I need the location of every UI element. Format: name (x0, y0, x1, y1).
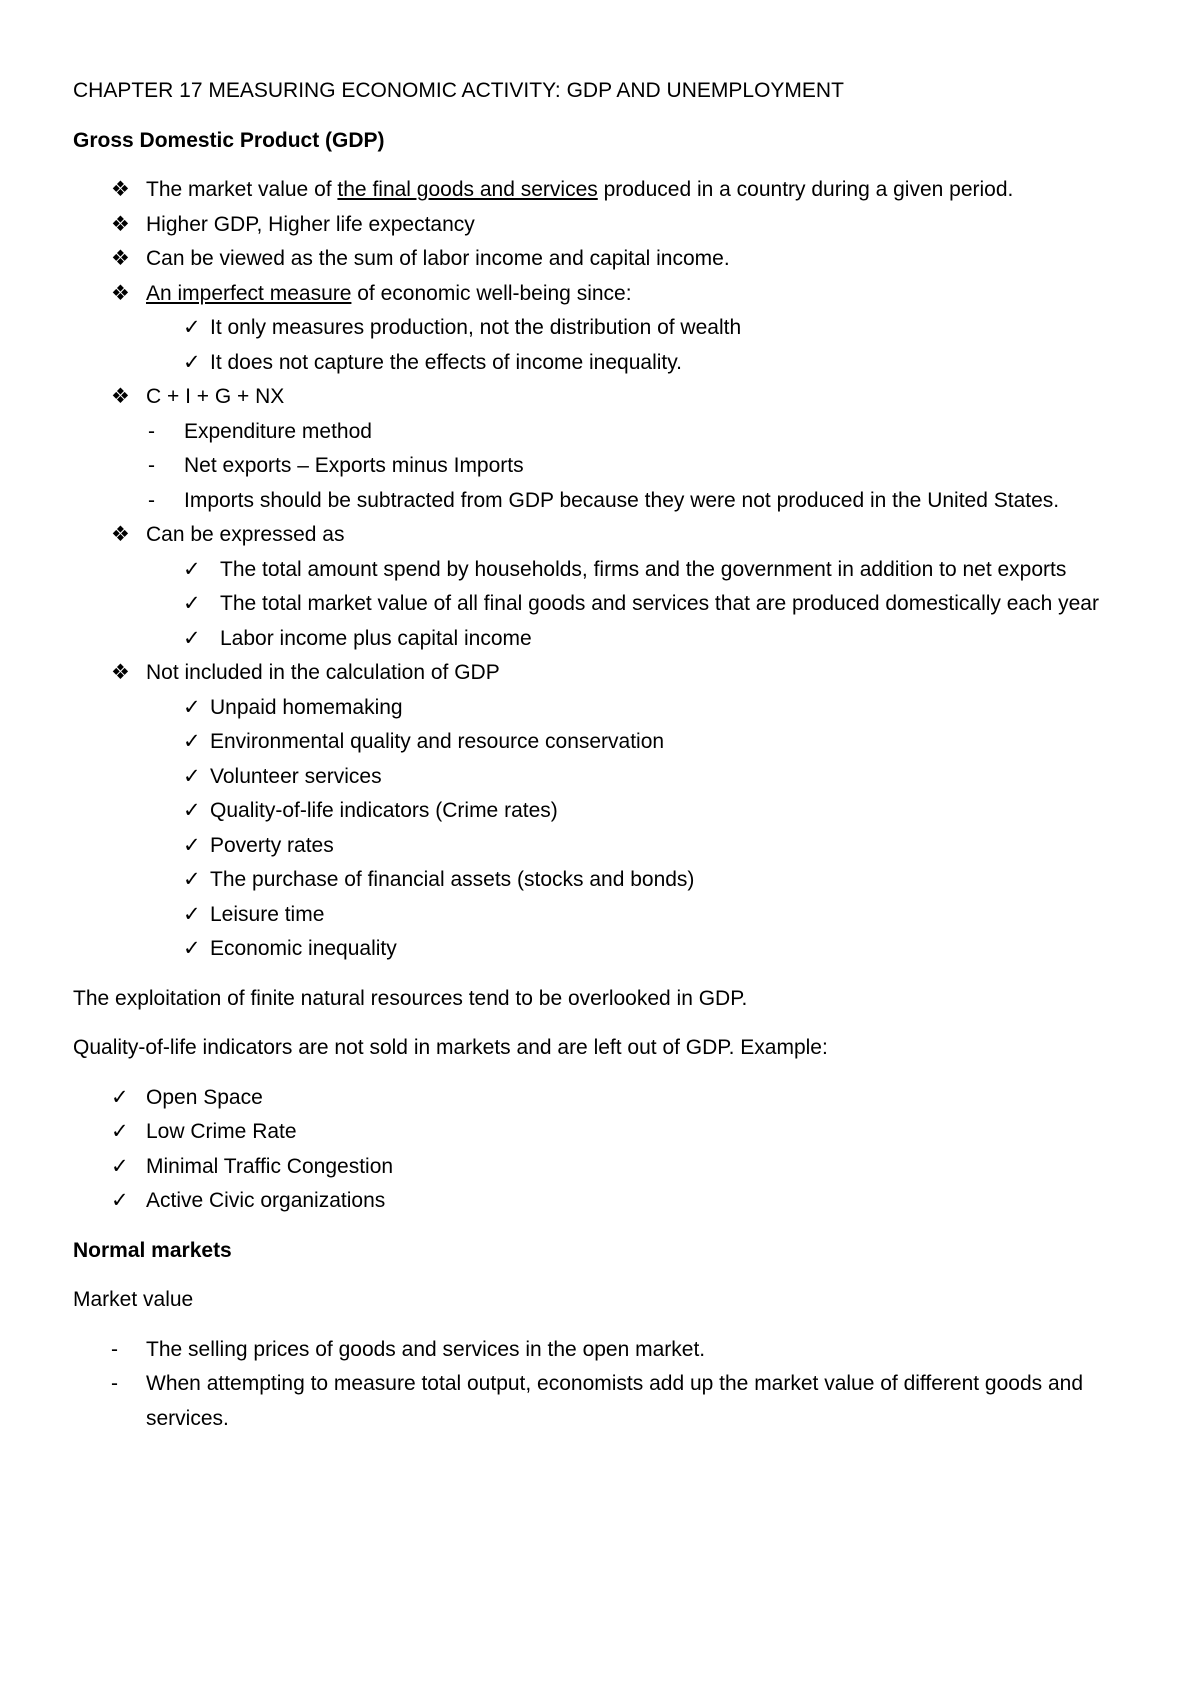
bullet-text: of economic well-being since: (351, 281, 632, 305)
bullet-text: produced in a country during a given period. (597, 178, 1014, 201)
bullet-item (73, 208, 1140, 243)
checkmark-icon: ✓ (183, 868, 201, 891)
check-item (73, 1150, 1140, 1185)
check-item (73, 311, 1140, 346)
dash-item (73, 1367, 1140, 1436)
underlined-text: An imperfect measure (146, 281, 352, 305)
dash-item (73, 1333, 1140, 1368)
bullet-text: Higher GDP, Higher life expectancy (146, 212, 475, 236)
gdp-bullet-list (73, 173, 1140, 311)
check-item (73, 1115, 1140, 1150)
check-text: Low Crime Rate (146, 1120, 297, 1143)
gdp-bullet-list (73, 656, 1140, 691)
dash-text: When attempting to measure total output, economists add up the market value of different goods and services. (146, 1372, 1084, 1430)
bullet-item (73, 656, 1140, 691)
quality-example-checklist (73, 1081, 1140, 1219)
exploitation-paragraph: The exploitation of finite natural resources tend to be overlooked in GDP. (73, 986, 748, 1010)
dash-bullet-icon: - (148, 488, 155, 512)
dash-bullet-icon: - (111, 1372, 118, 1395)
bullet-item (73, 173, 1140, 208)
gdp-heading: Gross Domestic Product (GDP) (73, 128, 385, 152)
market-value-label: Market value (73, 1288, 194, 1311)
check-text: The total amount spend by households, firms and the government in addition to net exports (220, 557, 1067, 581)
dash-bullet-icon: - (111, 1337, 118, 1361)
market-value-dash-list (73, 1333, 1140, 1437)
check-text: Leisure time (210, 902, 325, 926)
check-text: Open Space (146, 1085, 263, 1109)
checkmark-icon: ✓ (183, 557, 201, 581)
checkmark-icon: ✓ (111, 1085, 129, 1109)
bullet-item (73, 518, 1140, 553)
underlined-text: the final goods and services (337, 178, 598, 201)
diamond-bullet-icon: ❖ (111, 385, 130, 408)
quality-of-life-paragraph: Quality-of-life indicators are not sold in markets and are left out of GDP. Example: (73, 1036, 828, 1059)
check-text: The total market value of all final goods and services that are produced domestically each year (220, 592, 1099, 615)
checkmark-icon: ✓ (183, 626, 201, 650)
dash-text: The selling prices of goods and services in the open market. (146, 1337, 706, 1361)
checkmark-icon: ✓ (183, 764, 201, 788)
diamond-bullet-icon: ❖ (111, 661, 130, 684)
check-text: Environmental quality and resource conservation (210, 730, 665, 753)
checkmark-icon: ✓ (183, 937, 201, 960)
gdp-bullet-list (73, 518, 1140, 553)
checkmark-icon: ✓ (183, 350, 201, 374)
dash-text: Net exports – Exports minus Imports (184, 454, 524, 477)
check-item (73, 760, 1140, 795)
checkmark-icon: ✓ (183, 592, 201, 615)
dash-bullet-icon: - (148, 454, 155, 477)
check-item (73, 553, 1140, 588)
dash-bullet-icon: - (148, 419, 155, 443)
check-item (73, 1184, 1140, 1219)
check-text: Minimal Traffic Congestion (146, 1154, 394, 1178)
bullet-text: Not included in the calculation of GDP (146, 661, 500, 684)
dash-item (73, 415, 1140, 450)
dash-text: Imports should be subtracted from GDP because they were not produced in the United States. (184, 488, 1060, 512)
diamond-bullet-icon: ❖ (111, 212, 130, 236)
check-item (73, 794, 1140, 829)
check-text: Labor income plus capital income (220, 626, 532, 650)
check-item (73, 691, 1140, 726)
checkmark-icon: ✓ (111, 1189, 129, 1212)
checkmark-icon: ✓ (111, 1154, 129, 1178)
check-item (73, 725, 1140, 760)
check-item (73, 829, 1140, 864)
chapter-title: CHAPTER 17 MEASURING ECONOMIC ACTIVITY: GDP AND UNEMPLOYMENT (73, 79, 844, 102)
dash-text: Expenditure method (184, 419, 372, 443)
normal-markets-heading: Normal markets (73, 1238, 232, 1262)
checkmark-icon: ✓ (183, 730, 201, 753)
check-item (73, 898, 1140, 933)
expenditure-dash-list (73, 415, 1140, 519)
checkmark-icon: ✓ (183, 833, 201, 857)
imperfect-measure-checklist (73, 311, 1140, 380)
check-text: Quality-of-life indicators (Crime rates) (210, 799, 558, 822)
bullet-item (73, 380, 1140, 415)
diamond-bullet-icon: ❖ (111, 247, 130, 270)
check-text: Active Civic organizations (146, 1189, 386, 1212)
bullet-text: The market value of (146, 178, 338, 201)
check-text: Poverty rates (210, 833, 334, 857)
bullet-text: Can be expressed as (146, 523, 345, 546)
bullet-text: C + I + G + NX (146, 385, 285, 408)
gdp-bullet-list (73, 380, 1140, 415)
check-item (73, 587, 1140, 622)
checkmark-icon: ✓ (183, 799, 201, 822)
not-included-checklist (73, 691, 1140, 967)
check-text: It only measures production, not the distribution of wealth (210, 316, 742, 339)
dash-item (73, 449, 1140, 484)
diamond-bullet-icon: ❖ (111, 523, 130, 546)
check-text: Unpaid homemaking (210, 695, 403, 719)
check-text: Economic inequality (210, 937, 397, 960)
dash-item (73, 484, 1140, 519)
check-item (73, 346, 1140, 381)
bullet-text: Can be viewed as the sum of labor income and capital income. (146, 247, 730, 270)
check-item (73, 622, 1140, 657)
bullet-item (73, 277, 1140, 312)
expressed-as-checklist (73, 553, 1140, 657)
check-text: Volunteer services (210, 764, 382, 788)
check-text: The purchase of financial assets (stocks and bonds) (210, 868, 695, 891)
check-item (73, 1081, 1140, 1116)
diamond-bullet-icon: ❖ (111, 281, 130, 305)
checkmark-icon: ✓ (183, 695, 201, 719)
checkmark-icon: ✓ (183, 316, 201, 339)
check-text: It does not capture the effects of income inequality. (210, 350, 683, 374)
check-item (73, 863, 1140, 898)
diamond-bullet-icon: ❖ (111, 178, 130, 201)
checkmark-icon: ✓ (111, 1120, 129, 1143)
bullet-item (73, 242, 1140, 277)
check-item (73, 932, 1140, 967)
checkmark-icon: ✓ (183, 902, 201, 926)
